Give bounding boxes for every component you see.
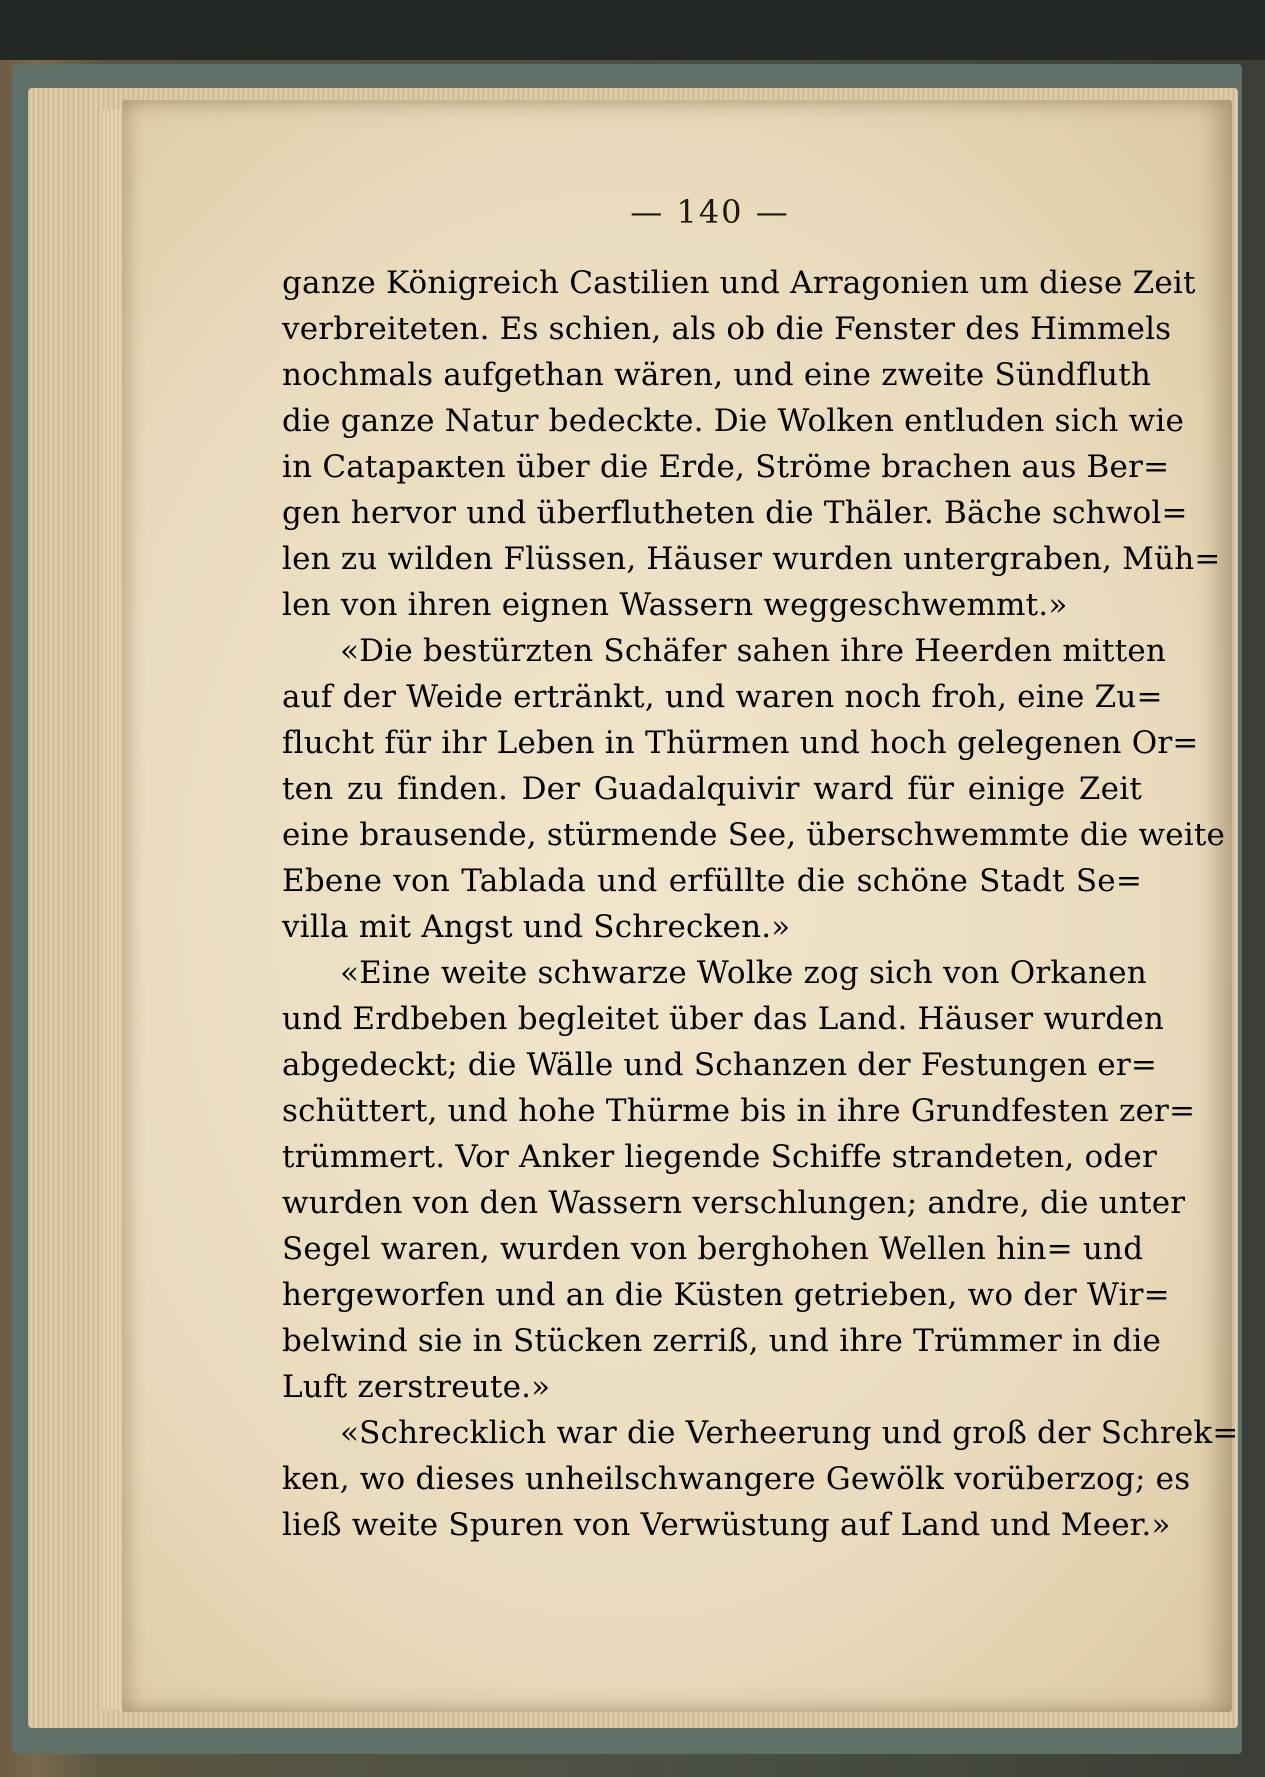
paragraph-2 xyxy=(282,628,1226,950)
text-line: schüttert, und hohe Thürme bis in ihre Grundfesten zer= xyxy=(282,1093,1196,1129)
text-line: und Erdbeben begleitet über das Land. Häuser wurden xyxy=(282,1001,1165,1037)
text-line: nochmals aufgethan wären, und eine zweite Sündfluth xyxy=(282,357,1152,393)
text-line: eine brausende, stürmende See, überschwemmte die weite xyxy=(282,817,1226,853)
text-line: villa mit Angst und Schrecken.» xyxy=(282,909,791,945)
text-line: ganze Königreich Castilien und Arragonien um diese Zeit xyxy=(282,265,1196,301)
text-line: ken, wo dieses unheilschwangere Gewölk vorüberzog; es xyxy=(282,1461,1191,1497)
text-line: trümmert. Vor Anker liegende Schiffe strandeten, oder xyxy=(282,1139,1157,1175)
text-line: auf der Weide ertränkt, und waren noch froh, eine Zu= xyxy=(282,679,1163,715)
text-line: len zu wilden Flüssen, Häuser wurden untergraben, Müh= xyxy=(282,541,1221,577)
text-line: «Die bestürzten Schäfer sahen ihre Heerden mitten xyxy=(340,633,1167,669)
paragraph-3 xyxy=(282,950,1196,1410)
text-line: wurden von den Wassern verschlungen; andre, die unter xyxy=(282,1185,1186,1221)
text-line: Segel waren, wurden von berghohen Wellen hin= und xyxy=(282,1231,1144,1267)
paragraph-4 xyxy=(282,1410,1239,1548)
page-body-text xyxy=(282,260,1239,1548)
text-line: die ganze Natur bedeckte. Die Wolken entluden sich wie xyxy=(282,403,1185,439)
text-line: hergeworfen und an die Küsten getrieben, wo der Wir= xyxy=(282,1277,1170,1313)
text-line: in Cataракten über die Erde, Ströme brachen aus Ber= xyxy=(282,449,1170,485)
text-line: «Eine weite schwarze Wolke zog sich von Orkanen xyxy=(340,955,1147,991)
text-line: len von ihren eignen Wassern weggeschwemmt.» xyxy=(282,587,1068,623)
text-line: gen hervor und überflutheten die Thäler. Bäche schwol= xyxy=(282,495,1188,531)
text-line: flucht für ihr Leben in Thürmen und hoch gelegenen Or= xyxy=(282,725,1199,761)
text-line: ließ weite Spuren von Verwüstung auf Land und Meer.» xyxy=(282,1507,1171,1543)
text-line: abgedeckt; die Wälle und Schanzen der Festungen er= xyxy=(282,1047,1158,1083)
text-line: Luft zerstreute.» xyxy=(282,1369,551,1405)
text-line: «Schrecklich war die Verheerung und groß der Schrek= xyxy=(340,1415,1239,1451)
page-number: — 140 — xyxy=(630,193,790,231)
paragraph-1 xyxy=(282,260,1221,628)
text-line: ten zu finden. Der Guadalquivir ward für einige Zeit xyxy=(282,771,1142,807)
text-line: Ebene von Tablada und erfüllte die schöne Stadt Se= xyxy=(282,863,1142,899)
text-line: belwind sie in Stücken zerriß, und ihre Trümmer in die xyxy=(282,1323,1162,1359)
text-line: verbreiteten. Es schien, als ob die Fenster des Himmels xyxy=(282,311,1172,347)
page-edge-left xyxy=(100,110,124,1710)
